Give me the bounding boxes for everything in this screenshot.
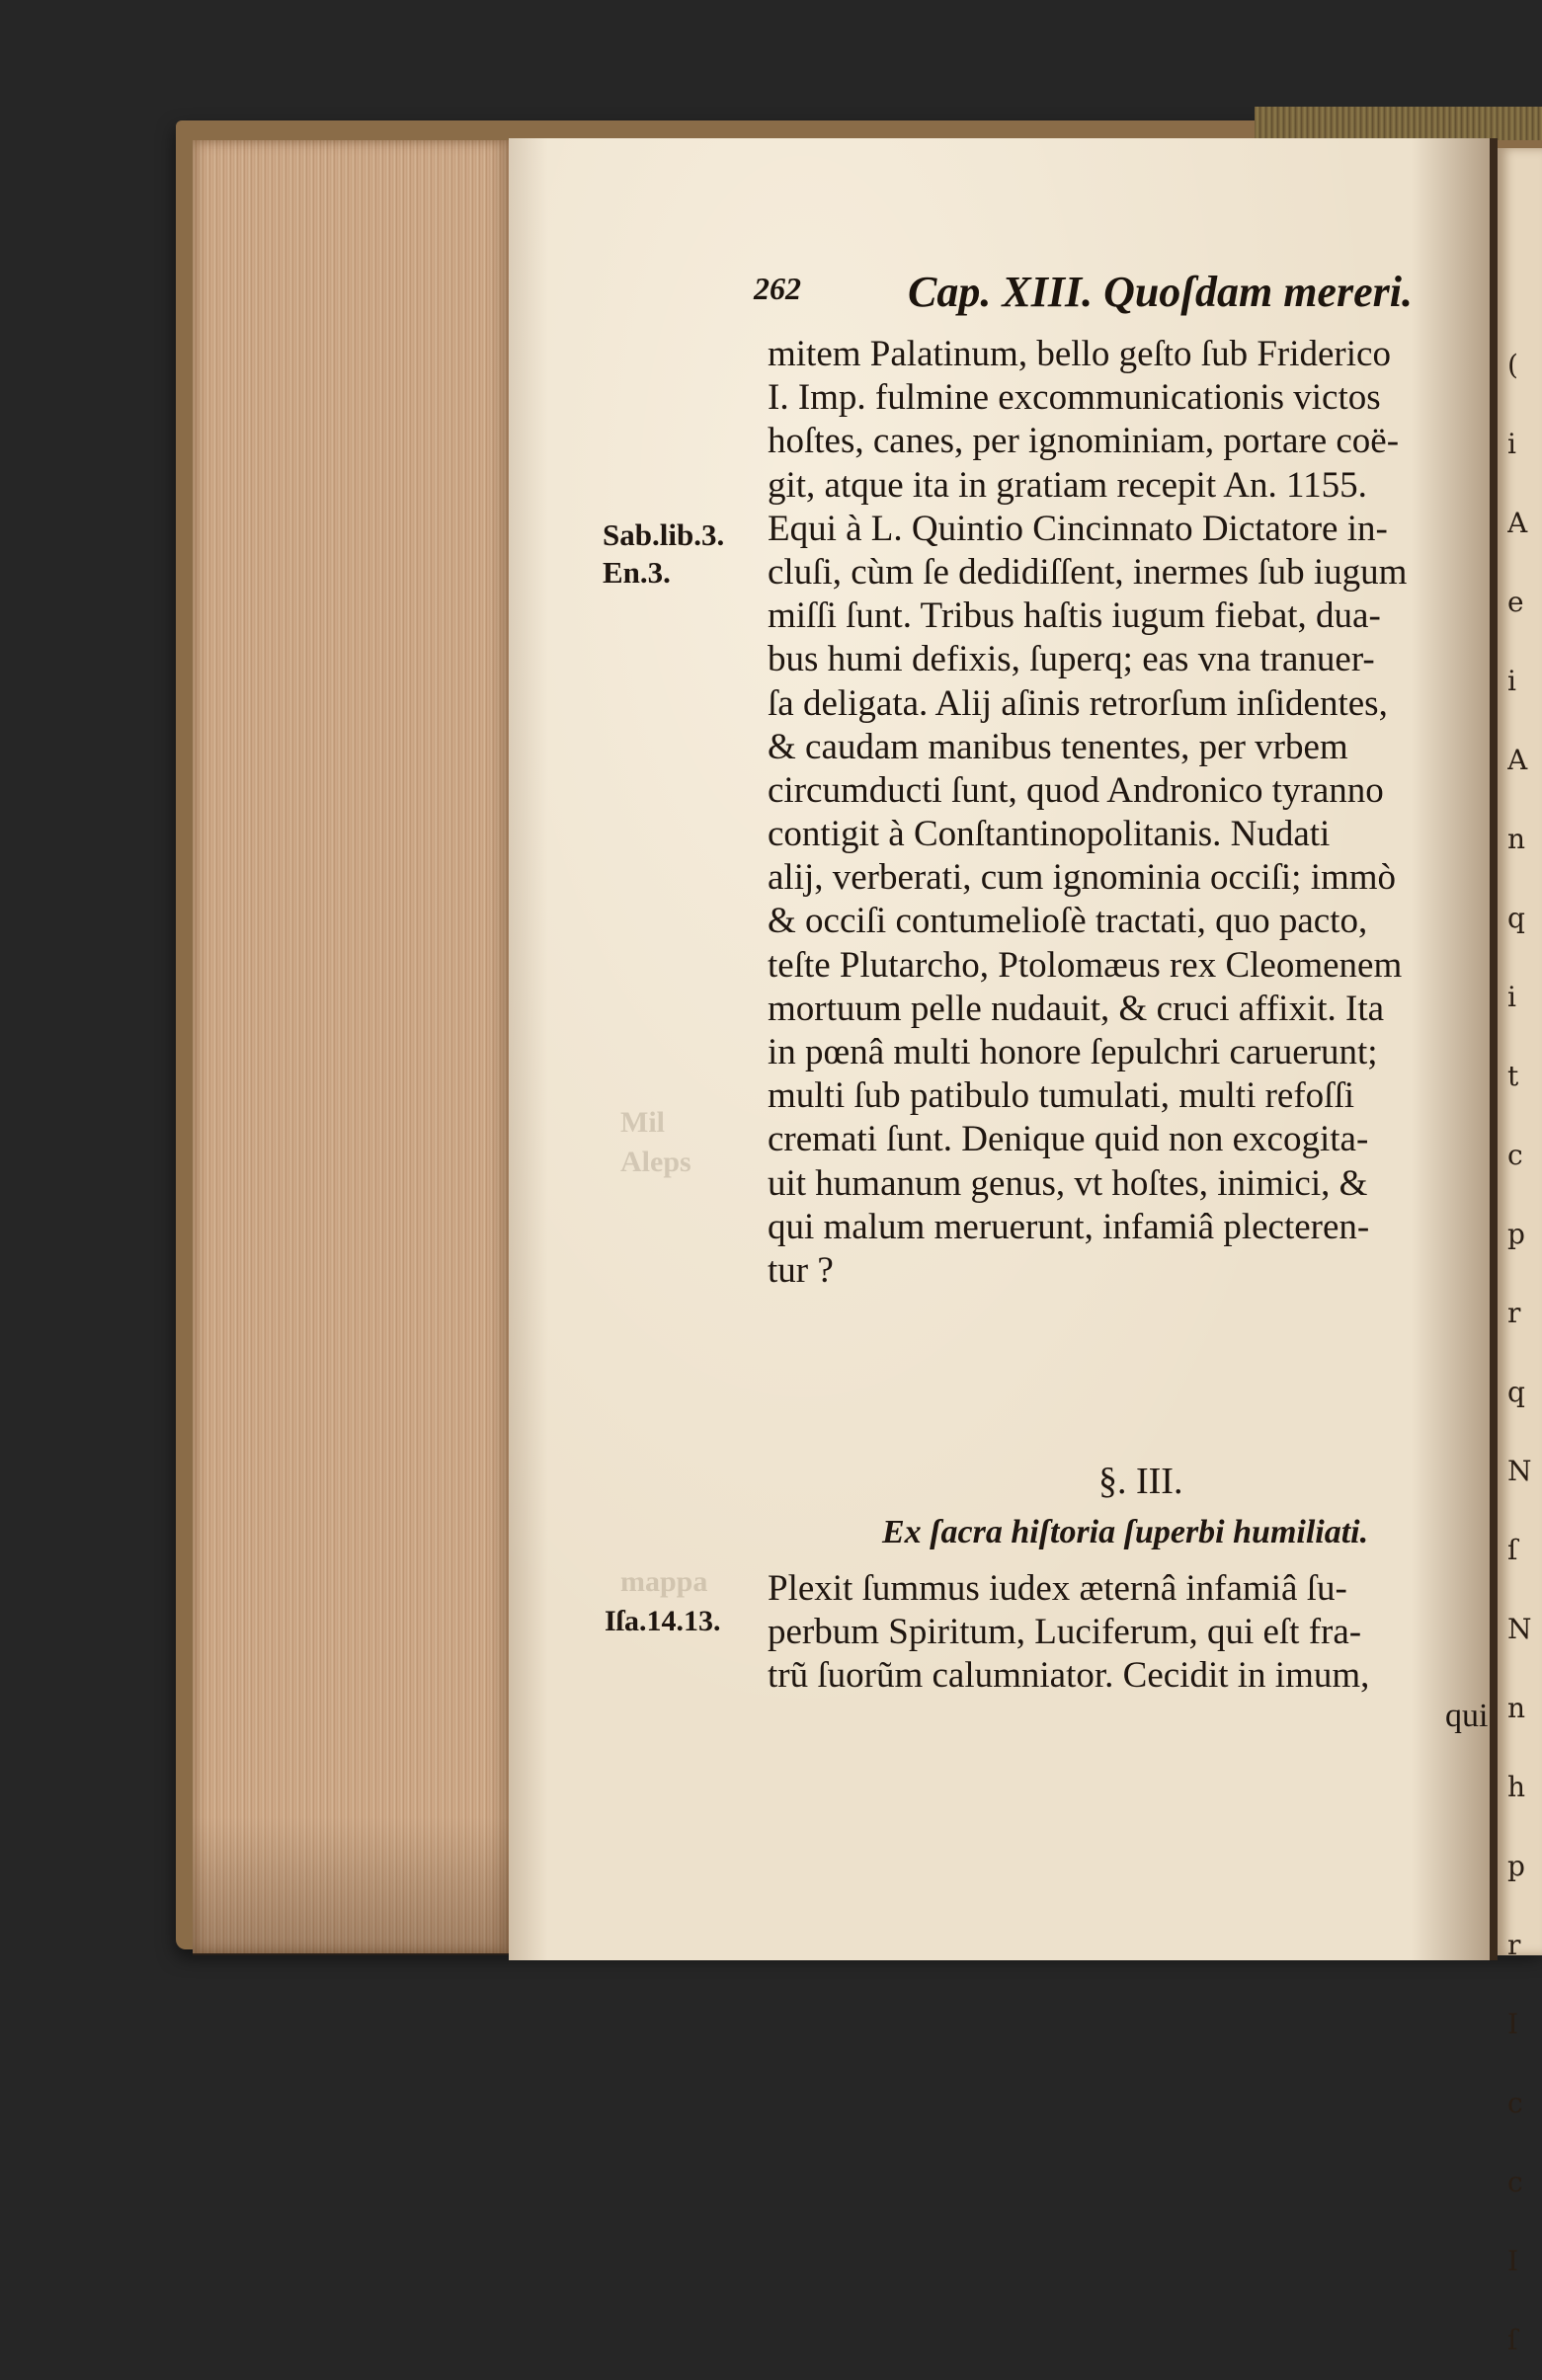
section-text-line: perbum Spiritum, Luciferum, qui eſt fra- bbox=[768, 1612, 1362, 1652]
margin-note-isa: Iſa.14.13. bbox=[605, 1605, 721, 1637]
text-line: mitem Palatinum, bello geſto ſub Friderico bbox=[768, 334, 1391, 374]
chapter-title: Cap. XIII. Quoſdam mereri. bbox=[908, 268, 1413, 316]
book-top-edge bbox=[1255, 107, 1542, 140]
text-line: circumducti ſunt, quod Andronico tyranno bbox=[768, 769, 1384, 811]
right-page-letter: N bbox=[1507, 1455, 1532, 1487]
right-page-letter: ( bbox=[1507, 349, 1518, 381]
show-through-text: Mil bbox=[620, 1106, 665, 1139]
text-line: cluſi, cùm ſe dedidiſſent, inermes ſub iugum bbox=[768, 551, 1408, 593]
right-page-letter: I bbox=[1507, 2008, 1519, 2040]
text-line: miſſi ſunt. Tribus haſtis iugum fiebat, dua- bbox=[768, 595, 1381, 637]
right-page-edge bbox=[1498, 148, 1542, 2356]
right-page-letter: c bbox=[1507, 2166, 1523, 2198]
section-text-line: Plexit ſummus iudex æternâ infamiâ ſu- bbox=[768, 1568, 1347, 1609]
right-page-letter: r bbox=[1507, 1929, 1521, 1961]
right-page-letter: e bbox=[1507, 586, 1524, 618]
text-line: in pœnâ multi honore ſepulchri caruerunt; bbox=[768, 1032, 1378, 1072]
right-page-letter: n bbox=[1507, 1692, 1526, 1724]
text-line: contigit à Conſtantinopolitanis. Nudati bbox=[768, 814, 1331, 855]
text-line: tur ? bbox=[768, 1249, 834, 1291]
text-line: I. Imp. fulmine excommunicationis victos bbox=[768, 377, 1381, 419]
right-page-letter: t bbox=[1507, 1060, 1519, 1092]
section-title: Ex ſacra hiſtoria ſuperbi humiliati. bbox=[882, 1514, 1369, 1550]
right-page-letter: I bbox=[1507, 2245, 1519, 2277]
running-head bbox=[754, 267, 1504, 322]
main-text bbox=[768, 333, 1499, 1293]
show-through-text: mappa bbox=[620, 1565, 708, 1598]
section-text bbox=[768, 1567, 1499, 1698]
text-line: bus humi defixis, ſuperq; eas vna tranuer- bbox=[768, 639, 1375, 680]
right-page-letter: r bbox=[1507, 1297, 1521, 1329]
right-page-letter: N bbox=[1507, 1613, 1532, 1645]
text-line: hoſtes, canes, per ignominiam, portare coë- bbox=[768, 421, 1400, 462]
text-line: multi ſub patibulo tumulati, multi refoſſi bbox=[768, 1075, 1355, 1117]
right-page-letter: p bbox=[1507, 1218, 1525, 1250]
page-block-edge bbox=[193, 140, 509, 1953]
right-page-letter: i bbox=[1507, 665, 1516, 697]
right-page-letter: ſ bbox=[1507, 2324, 1518, 2356]
margin-note-sab: Sab.lib.3. En.3. bbox=[603, 517, 725, 590]
right-page-letter: i bbox=[1507, 981, 1516, 1013]
text-line: Equi à L. Quintio Cincinnato Dictatore in- bbox=[768, 508, 1388, 549]
right-page-letters bbox=[1507, 326, 1537, 2380]
right-page-letter: i bbox=[1507, 428, 1516, 460]
right-page-letter: n bbox=[1507, 823, 1526, 855]
right-page-letter: A bbox=[1507, 507, 1528, 539]
right-page-letter: ſ bbox=[1507, 1534, 1518, 1566]
right-page-letter: c bbox=[1507, 1139, 1523, 1171]
text-line: ſa deligata. Alij aſinis retrorſum inſidentes, bbox=[768, 682, 1388, 724]
text-line: & occiſi contumelioſè tractati, quo pacto, bbox=[768, 901, 1368, 942]
page-number: 262 bbox=[754, 271, 801, 306]
right-page-letter: q bbox=[1507, 902, 1525, 934]
right-page-letter: h bbox=[1507, 1771, 1526, 1803]
text-line: & caudam manibus tenentes, per vrbem bbox=[768, 726, 1348, 767]
text-line: qui malum meruerunt, infamiâ plecteren- bbox=[768, 1206, 1370, 1247]
right-page-letter: p bbox=[1507, 1850, 1525, 1882]
right-page-letter: A bbox=[1507, 744, 1528, 776]
text-line: uit humanum genus, vt hoſtes, inimici, & bbox=[768, 1162, 1368, 1204]
right-page-letter: q bbox=[1507, 1376, 1525, 1408]
text-line: git, atque ita in gratiam recepit An. 1155. bbox=[768, 464, 1367, 506]
text-line: mortuum pelle nudauit, & cruci affixit. Ita bbox=[768, 988, 1385, 1029]
text-line: teſte Plutarcho, Ptolomæus rex Cleomenem bbox=[768, 944, 1403, 986]
section-text-line: trũ ſuorũm calumniator. Cecidit in imum, bbox=[768, 1655, 1370, 1696]
catchword: qui bbox=[1445, 1698, 1489, 1734]
section-number: §. III. bbox=[1098, 1461, 1183, 1502]
text-line: cremati ſunt. Denique quid non excogita- bbox=[768, 1119, 1369, 1160]
right-page-letter: c bbox=[1507, 2087, 1523, 2119]
text-line: alij, verberati, cum ignominia occiſi; immò bbox=[768, 857, 1397, 899]
show-through-text: Aleps bbox=[620, 1146, 691, 1178]
